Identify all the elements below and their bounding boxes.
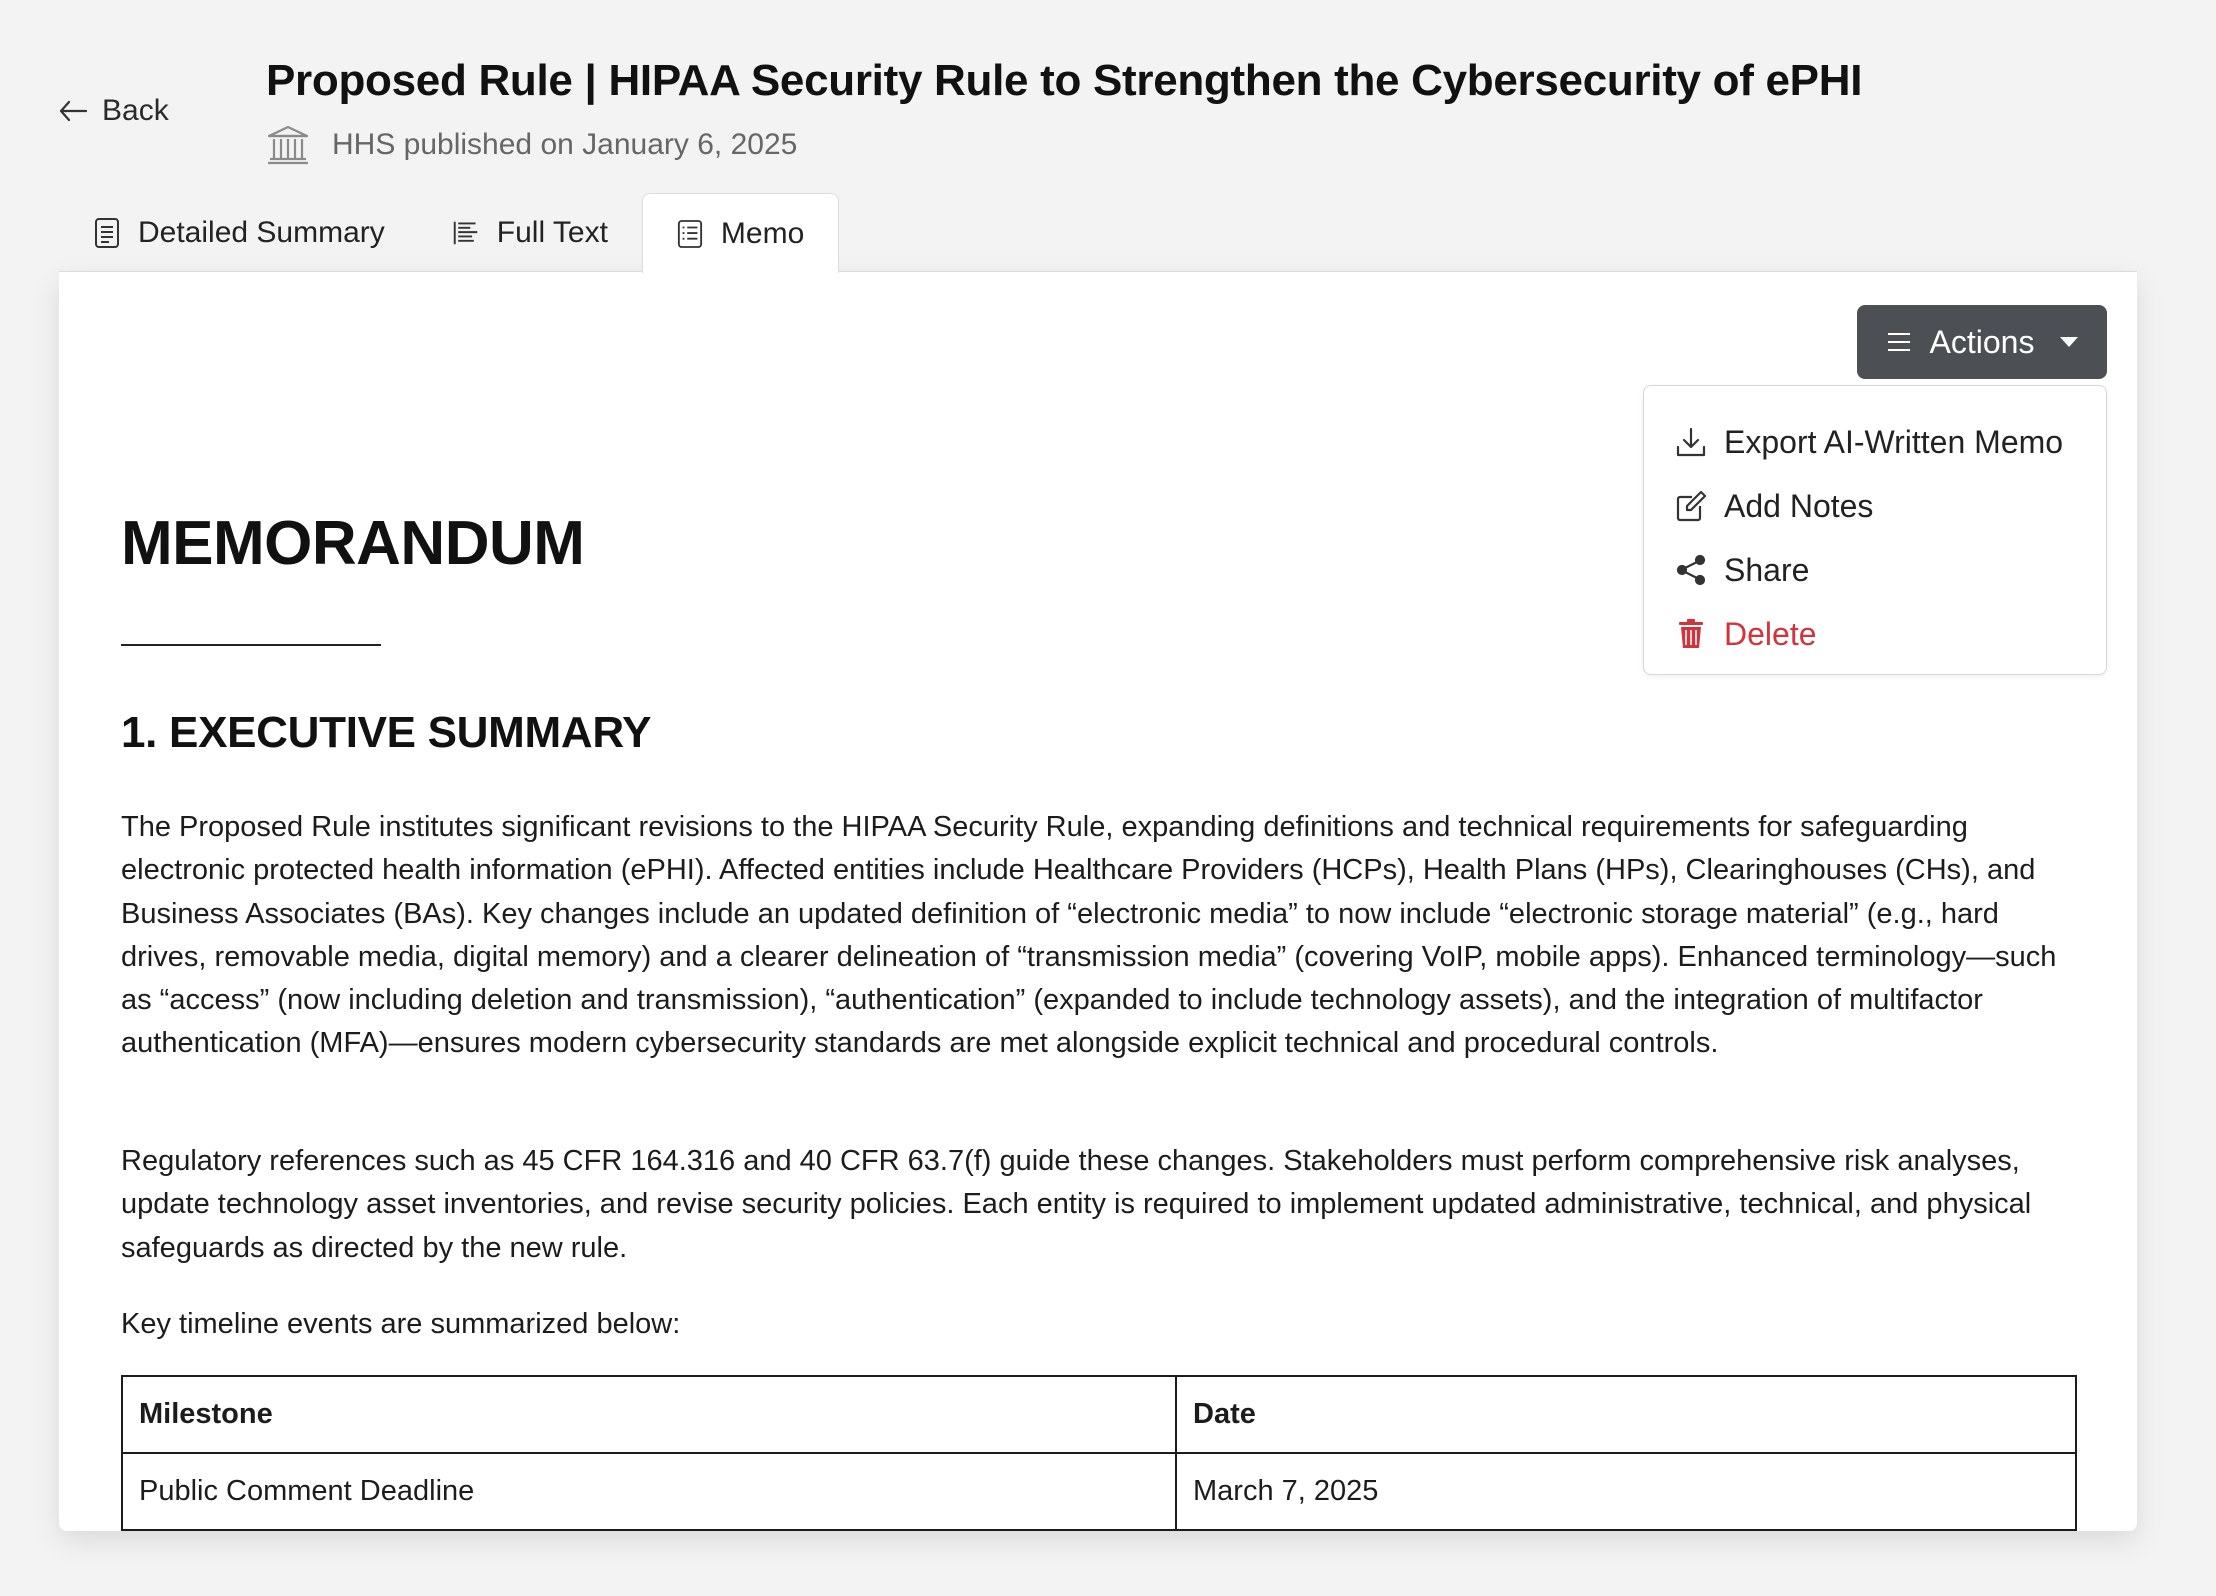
published-date: HHS published on January 6, 2025: [332, 128, 798, 161]
page-title: Proposed Rule | HIPAA Security Rule to Strengthen the Cybersecurity of ePHI: [266, 56, 1863, 105]
column-header-milestone: Milestone: [122, 1376, 1176, 1453]
table-header-row: [122, 1376, 2076, 1453]
share-icon: [1674, 553, 1708, 587]
menu-item-label: Share: [1724, 551, 1810, 588]
document-icon: [94, 217, 120, 249]
tab-label: Full Text: [496, 216, 608, 249]
menu-icon: [1886, 331, 1912, 353]
edit-icon: [1674, 489, 1708, 523]
column-header-date: Date: [1176, 1376, 2076, 1453]
text-lines-icon: [453, 217, 479, 249]
menu-item-share[interactable]: [1674, 538, 2106, 602]
arrow-left-icon: [58, 99, 88, 123]
tab-detailed-summary[interactable]: [60, 194, 419, 272]
tab-bar: [60, 194, 839, 272]
table-cell: March 7, 2025: [1176, 1453, 2076, 1530]
timeline-table: [121, 1375, 2077, 1531]
tab-label: Detailed Summary: [138, 216, 385, 249]
table-row: [122, 1453, 2076, 1530]
menu-item-label: Add Notes: [1724, 487, 1874, 524]
actions-menu: [1643, 385, 2107, 675]
menu-item-add-notes[interactable]: [1674, 474, 2106, 538]
back-button[interactable]: [58, 94, 169, 128]
caret-down-icon: [2060, 337, 2078, 347]
title-divider: [121, 644, 381, 646]
tab-memo[interactable]: [642, 193, 839, 273]
publication-info: [266, 124, 797, 166]
memo-icon: [677, 218, 703, 250]
memo-panel: [59, 271, 2137, 1531]
actions-label: Actions: [1929, 323, 2035, 360]
menu-item-label: Export AI-Written Memo: [1724, 423, 2064, 460]
table-cell: Public Comment Deadline: [122, 1453, 1176, 1530]
menu-item-delete[interactable]: [1674, 602, 2106, 666]
memo-title: MEMORANDUM: [121, 509, 585, 578]
menu-item-label: Delete: [1724, 615, 1817, 652]
menu-item-export-memo[interactable]: [1674, 410, 2106, 474]
tab-full-text[interactable]: [419, 194, 642, 272]
tab-label: Memo: [720, 216, 805, 250]
trash-icon: [1674, 617, 1708, 651]
government-building-icon: [266, 124, 310, 166]
summary-paragraph-1: The Proposed Rule institutes significant revisions to the HIPAA Security Rule, expanding definitions and technical requirements for safeguarding electronic protected health information (ePHI). Affected entities include Healthcare Providers (HCPs), Health Plans (HPs), Clearinghouses (CHs), and Business Associates (BAs). Key changes include an updated definition of “electronic media” to now include “electronic storage material” (e.g., hard drives, removable media, digital memory) and a clearer delineation of “transmission media” (covering VoIP, mobile apps). Enhanced terminology—such as “access” (now including deletion and transmission), “authentication” (expanded to include technology assets), and the integration of multifactor authentication (MFA)—ensures modern cybersecurity standards are met alongside explicit technical and procedural controls.: [121, 811, 2057, 1060]
section-heading-executive-summary: 1. EXECUTIVE SUMMARY: [121, 708, 652, 757]
back-label: Back: [102, 94, 169, 127]
timeline-intro: Key timeline events are summarized below:: [121, 1308, 681, 1340]
actions-button[interactable]: [1857, 305, 2107, 379]
summary-paragraph-2: Regulatory references such as 45 CFR 164.316 and 40 CFR 63.7(f) guide these changes. Stakeholders must perform comprehensive risk analyses, update technology asset inventories, and revise security policies. Each entity is required to implement updated administrative, technical, and physical safeguards as directed by the new rule.: [121, 1145, 2032, 1264]
download-icon: [1674, 425, 1708, 459]
